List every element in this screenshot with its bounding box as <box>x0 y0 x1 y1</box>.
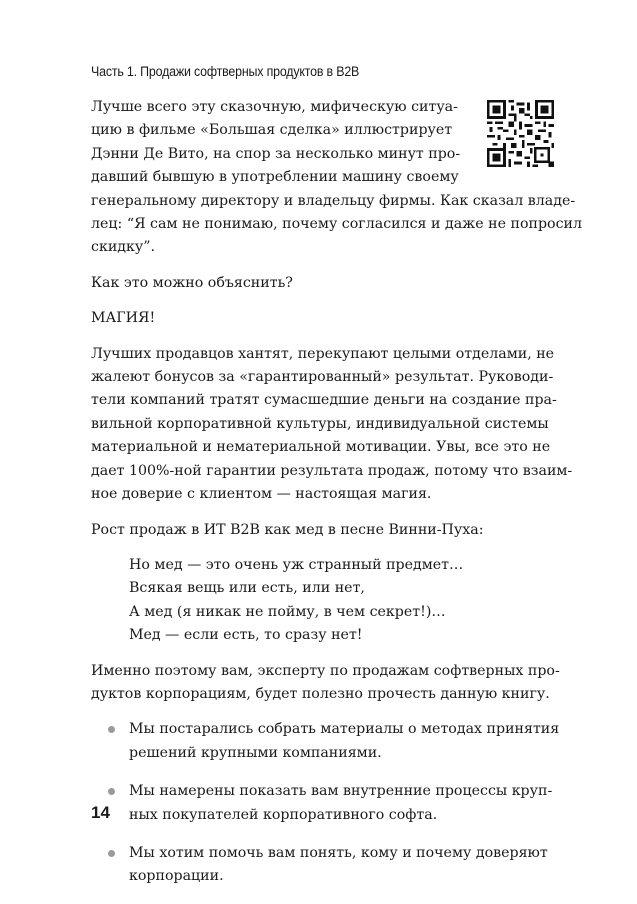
paragraph <box>91 307 554 330</box>
bullet-icon <box>108 788 115 795</box>
bullet-icon <box>108 850 115 857</box>
paragraph <box>91 519 554 542</box>
running-header: Часть 1. Продажи софтверных продуктов в B2B <box>91 64 360 79</box>
text-line: МАГИЯ! <box>91 310 156 327</box>
paragraph <box>91 272 554 295</box>
text-line: ное доверие с клиентом — настоящая магия. <box>91 486 432 503</box>
text-line: тели компаний тратят сумасшедшие деньги на создание пра- <box>91 392 557 409</box>
verse-line: А мед (я никак не пойму, в чем секрет!)… <box>129 603 446 620</box>
text-line: корпорации. <box>129 868 224 885</box>
text-line: вильной корпоративной культуры, индивидуальной системы <box>91 415 549 432</box>
text-line: давший бывшую в употреблении машину своему <box>91 169 459 186</box>
text-line: дуктов корпорациям, будет полезно прочесть данную книгу. <box>91 685 550 702</box>
list-item <box>91 718 560 765</box>
page-body <box>91 96 582 904</box>
paragraph <box>91 660 560 707</box>
text-line: Мы постарались собрать материалы о методах принятия <box>129 721 560 738</box>
text-line: Рост продаж в ИТ B2B как мед в песне Винни-Пуха: <box>91 521 484 538</box>
poem-quote <box>129 554 554 648</box>
text-line: ных покупателей корпоративного софта. <box>129 806 438 823</box>
verse-line: Всякая вещь или есть, или нет, <box>129 580 365 597</box>
list-item <box>91 780 554 827</box>
list-item <box>91 842 554 889</box>
text-line: материальной и нематериальной мотивации. Увы, все это не <box>91 439 551 456</box>
text-line: Лучших продавцов хантят, перекупают целыми отделами, не <box>91 345 555 362</box>
text-line: дает 100%-ной гарантии результата продаж, потому что взаим- <box>91 462 573 479</box>
bullet-icon <box>108 726 115 733</box>
paragraph <box>91 343 573 507</box>
text-line: лец: “Я сам не понимаю, почему согласился и даже не попросил <box>91 216 582 233</box>
paragraph <box>91 96 582 260</box>
text-line: генеральному директору и владельцу фирмы. Как сказал владе- <box>91 192 576 209</box>
text-line: скидку”. <box>91 239 155 256</box>
bullet-list <box>91 718 560 888</box>
text-line: жалеют бонусов за «гарантированный» результат. Руководи- <box>91 369 554 386</box>
verse-line: Мед — если есть, то сразу нет! <box>129 627 363 644</box>
text-line: решений крупными компаниями. <box>129 744 382 761</box>
text-line: цию в фильме «Большая сделка» иллюстрирует <box>91 122 453 139</box>
page-number: 14 <box>91 803 110 822</box>
text-line: Именно поэтому вам, эксперту по продажам софтверных про- <box>91 662 560 679</box>
text-line: Дэнни Де Вито, на спор за несколько минут про- <box>91 145 461 162</box>
text-line: Мы намерены показать вам внутренние процессы круп- <box>129 783 553 800</box>
text-line: Как это можно объяснить? <box>91 274 293 291</box>
verse-line: Но мед — это очень уж странный предмет… <box>129 556 464 573</box>
text-line: Мы хотим помочь вам понять, кому и почему доверяют <box>129 844 548 861</box>
text-line: Лучше всего эту сказочную, мифическую ситуа- <box>91 99 458 115</box>
